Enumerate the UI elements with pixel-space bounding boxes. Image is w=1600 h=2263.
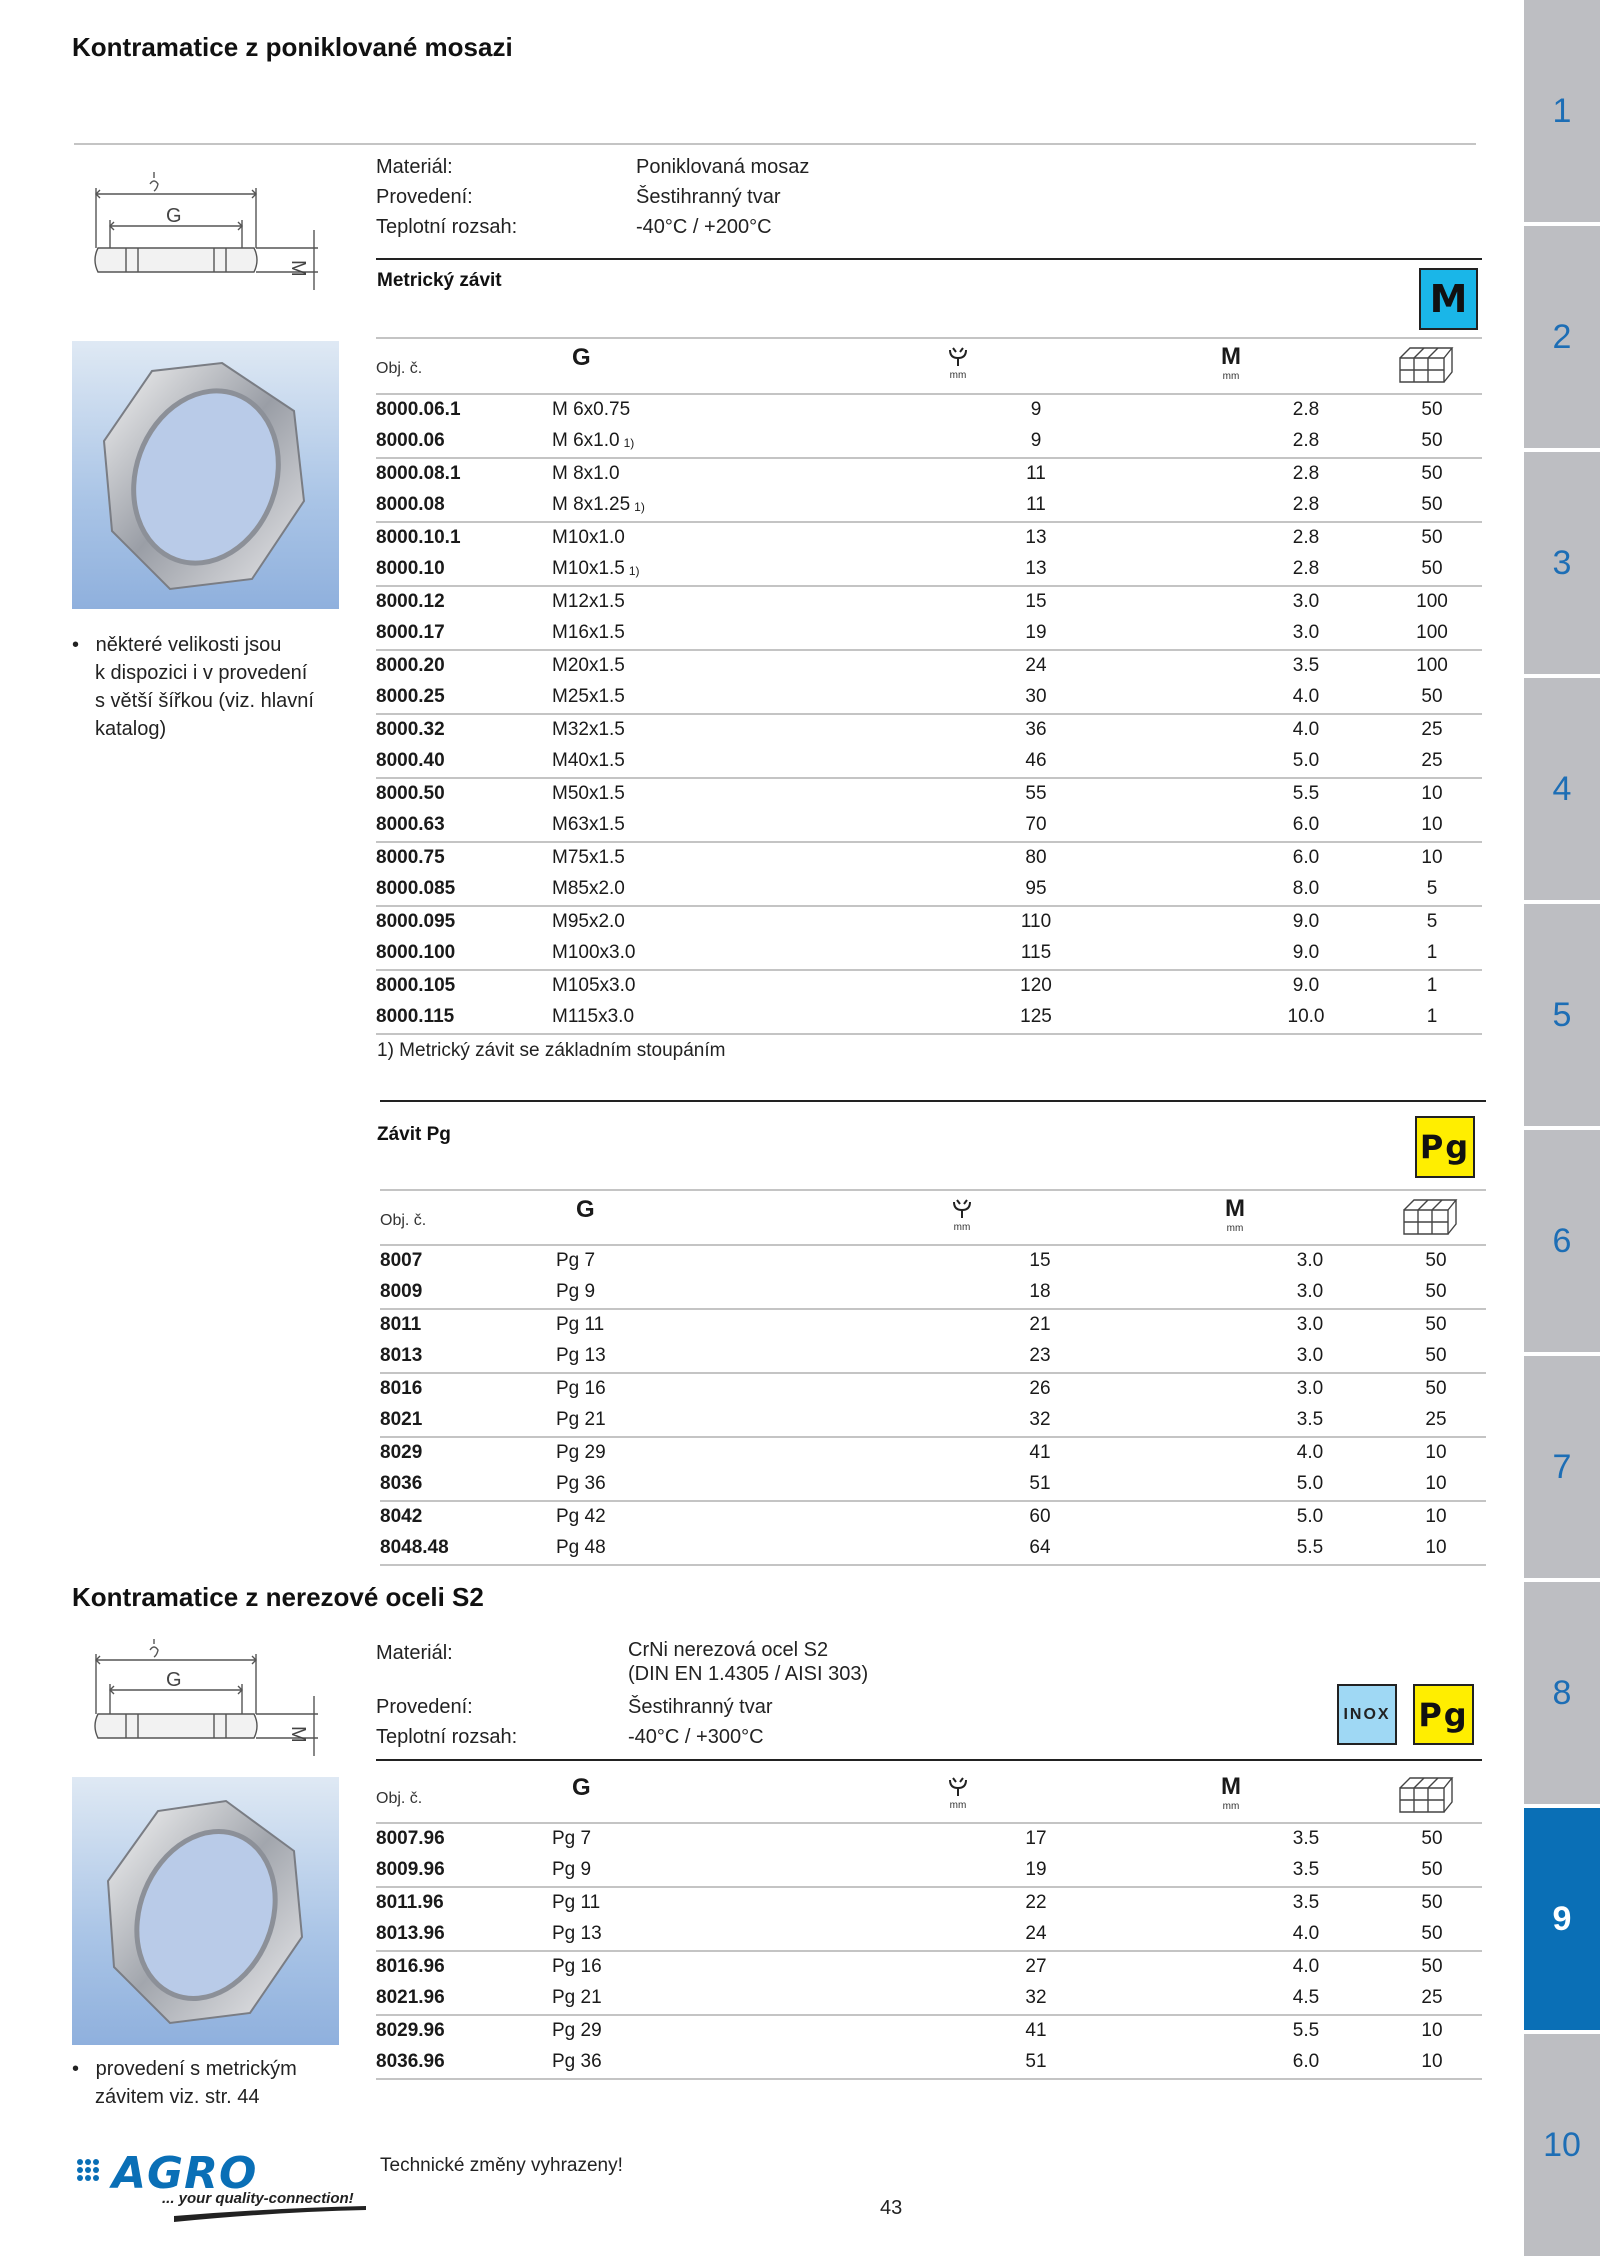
order-number-cell: 8042 [380, 1506, 423, 1527]
chapter-tab-6[interactable]: 6 [1524, 1130, 1600, 1354]
wrench-size-cell: 11 [1026, 494, 1046, 515]
package-qty-cell: 10 [1421, 814, 1443, 835]
badge-pg: Pg [1415, 1116, 1475, 1178]
spec-material-label: Materiál: [376, 156, 453, 178]
height-cell: 4.5 [1292, 1987, 1320, 2008]
package-qty-cell: 50 [1425, 1281, 1447, 1302]
height-cell: 6.0 [1292, 847, 1320, 868]
package-qty-cell: 50 [1421, 686, 1443, 707]
chapter-tab-9[interactable]: 9 [1524, 1808, 1600, 2032]
table-row [376, 842, 1482, 873]
spec-design-value: Šestihranný tvar [636, 186, 781, 208]
table-row [376, 970, 1482, 1001]
order-number-cell: 8000.095 [376, 911, 456, 932]
order-number-cell: 8029 [380, 1442, 423, 1463]
thread-cell: Pg 7 [556, 1250, 596, 1271]
table-row [376, 1918, 1482, 1949]
package-qty-cell: 10 [1425, 1473, 1447, 1494]
order-number-cell: 8000.32 [376, 719, 445, 740]
height-cell: 4.0 [1292, 719, 1320, 740]
wrench-size-cell: 115 [1020, 942, 1052, 963]
order-number-cell: 8048.48 [380, 1537, 449, 1558]
package-qty-cell: 50 [1421, 527, 1443, 548]
nut-drawing-icon-2 [86, 1638, 326, 1768]
table-row [380, 1245, 1486, 1276]
height-cell: 4.0 [1296, 1442, 1324, 1463]
table-row [376, 873, 1482, 904]
spec2-design-value: Šestihranný tvar [628, 1696, 773, 1718]
package-qty-cell: 50 [1421, 1923, 1443, 1944]
order-number-cell: 8009.96 [376, 1859, 445, 1880]
order-number-cell: 8029.96 [376, 2020, 445, 2041]
height-cell: 9.0 [1292, 942, 1320, 963]
height-cell: 9.0 [1292, 975, 1320, 996]
wrench-size-cell: 18 [1029, 1281, 1051, 1302]
height-cell: 5.0 [1296, 1473, 1324, 1494]
thread-cell: M10x1.5 $^{1)}$ [552, 558, 640, 579]
package-qty-cell: 50 [1421, 1892, 1443, 1913]
package-qty-cell: 50 [1421, 494, 1443, 515]
wrench-size-cell: 13 [1025, 558, 1047, 579]
height-cell: 2.8 [1292, 430, 1320, 451]
height-cell: 2.8 [1292, 463, 1320, 484]
thread-cell: M32x1.5 [552, 719, 625, 740]
table-row [380, 1373, 1486, 1404]
order-number-cell: 8000.08 [376, 494, 445, 515]
note-bullet-sizes: • některé velikosti jsou k dispozici i v provedení s větší šířkou (viz. hlavní katalog) [72, 634, 314, 740]
table-row [376, 778, 1482, 809]
order-number-cell: 8000.06 [376, 430, 445, 451]
order-number-cell: 8011.96 [376, 1892, 444, 1913]
note-bullet-metric: • provedení s metrickým závitem viz. str. 44 [72, 2058, 297, 2108]
pg-top-rule [380, 1100, 1486, 1102]
thread-cell: Pg 48 [556, 1537, 606, 1558]
pg-table-header: Obj. č. G mm M mm [380, 1192, 1486, 1252]
package-qty-cell: 10 [1421, 783, 1443, 804]
thread-cell: M105x3.0 [552, 975, 636, 996]
height-cell: 3.0 [1296, 1314, 1324, 1335]
height-cell: 8.0 [1292, 878, 1320, 899]
wrench-size-cell: 110 [1020, 911, 1052, 932]
height-cell: 3.5 [1292, 655, 1320, 676]
height-cell: 2.8 [1292, 494, 1320, 515]
order-number-cell: 8013 [380, 1345, 423, 1366]
table-row [376, 1951, 1482, 1982]
order-number-cell: 8036.96 [376, 2051, 445, 2072]
order-number-cell: 8000.06.1 [376, 399, 461, 420]
wrench-size-cell: 51 [1029, 1473, 1051, 1494]
package-qty-cell: 10 [1421, 2020, 1443, 2041]
metric-footnote: 1) Metrický závit se základním stoupáním [377, 1040, 726, 1061]
row-divider [376, 2078, 1482, 2080]
order-number-cell: 8000.105 [376, 975, 456, 996]
thread-cell: M25x1.5 [552, 686, 625, 707]
wrench-size-cell: 24 [1025, 1923, 1047, 1944]
wrench-size-cell: 15 [1025, 591, 1047, 612]
wrench-size-cell: 30 [1025, 686, 1047, 707]
package-qty-cell: 5 [1426, 911, 1438, 932]
order-number-cell: 8016.96 [376, 1956, 445, 1977]
package-qty-cell: 50 [1421, 399, 1443, 420]
height-cell: 3.5 [1292, 1892, 1320, 1913]
wrench-size-cell: 41 [1029, 1442, 1051, 1463]
table-row [380, 1468, 1486, 1499]
package-qty-cell: 1 [1426, 1006, 1438, 1027]
package-qty-cell: 50 [1425, 1345, 1447, 1366]
wrench-size-cell: 23 [1029, 1345, 1051, 1366]
badge-pg-2: Pg [1413, 1684, 1474, 1745]
order-number-cell: 8013.96 [376, 1923, 445, 1944]
table-row [376, 650, 1482, 681]
thread-cell: Pg 36 [556, 1473, 606, 1494]
order-number-cell: 8000.75 [376, 847, 445, 868]
table-row [376, 458, 1482, 489]
height-cell: 3.0 [1296, 1250, 1324, 1271]
table-row [376, 394, 1482, 425]
thread-cell: Pg 36 [552, 2051, 602, 2072]
wrench-size-cell: 27 [1025, 1956, 1047, 1977]
wrench-size-cell: 120 [1020, 975, 1052, 996]
section-title-brass: Kontramatice z poniklované mosazi [72, 32, 513, 62]
table-row [376, 617, 1482, 648]
package-qty-cell: 50 [1421, 1859, 1443, 1880]
package-qty-cell: 50 [1421, 463, 1443, 484]
height-cell: 4.0 [1292, 1956, 1320, 1977]
agro-logo [74, 2150, 374, 2230]
wrench-size-cell: 32 [1025, 1987, 1047, 2008]
thread-cell: M40x1.5 [552, 750, 625, 771]
height-cell: 3.5 [1296, 1409, 1324, 1430]
package-qty-cell: 50 [1421, 558, 1443, 579]
wrench-size-cell: 21 [1029, 1314, 1051, 1335]
table-row [380, 1532, 1486, 1563]
package-qty-cell: 50 [1421, 430, 1443, 451]
thread-cell: M 8x1.25 $^{1)}$ [552, 494, 645, 515]
height-cell: 4.0 [1292, 686, 1320, 707]
drawing-g-label-2: G [166, 1669, 182, 1691]
order-number-cell: 8000.12 [376, 591, 445, 612]
wrench-size-cell: 19 [1025, 622, 1047, 643]
thread-cell: Pg 21 [556, 1409, 606, 1430]
wrench-icon [946, 1776, 970, 1798]
package-qty-cell: 1 [1426, 975, 1438, 996]
chapter-tab-5[interactable]: 5 [1524, 904, 1600, 1128]
wrench-size-cell: 26 [1029, 1378, 1051, 1399]
package-qty-cell: 50 [1425, 1250, 1447, 1271]
badge-metric: M [1419, 268, 1478, 330]
wrench-size-cell: 95 [1025, 878, 1047, 899]
package-box-icon [1402, 1196, 1458, 1236]
order-number-cell: 8000.25 [376, 686, 445, 707]
drawing-g-label: G [166, 205, 182, 227]
pg-header-rule [380, 1189, 1486, 1191]
spec2-material-standard: (DIN EN 1.4305 / AISI 303) [628, 1663, 869, 1685]
thread-cell: Pg 29 [552, 2020, 602, 2041]
footnote-marker: 1) [628, 564, 640, 578]
wrench-size-cell: 36 [1025, 719, 1047, 740]
wrench-size-cell: 51 [1025, 2051, 1047, 2072]
order-number-cell: 8000.20 [376, 655, 445, 676]
table-row [380, 1501, 1486, 1532]
thread-cell: Pg 9 [552, 1859, 592, 1880]
drawing-m-label-2: M [287, 1726, 309, 1743]
spec2-design-label: Provedení: [376, 1696, 473, 1718]
table-row [376, 745, 1482, 776]
table-row [376, 809, 1482, 840]
agro-logo-tagline: ... your quality-connection! [162, 2190, 354, 2207]
order-number-cell: 8000.100 [376, 942, 456, 963]
height-cell: 6.0 [1292, 814, 1320, 835]
wrench-size-cell: 9 [1030, 430, 1042, 451]
table-row [376, 1854, 1482, 1885]
height-cell: 2.8 [1292, 527, 1320, 548]
package-qty-cell: 25 [1421, 750, 1443, 771]
metric-table-header: Obj. č. G mm M mm [376, 340, 1482, 400]
spec-temp-label: Teplotní rozsah: [376, 216, 518, 238]
thread-cell: Pg 9 [556, 1281, 596, 1302]
row-divider [376, 1033, 1482, 1035]
spec2-material-value: CrNi nerezová ocel S2 [628, 1639, 829, 1661]
package-qty-cell: 25 [1425, 1409, 1447, 1430]
thread-cell: M 6x1.0 $^{1)}$ [552, 430, 635, 451]
height-cell: 9.0 [1292, 911, 1320, 932]
order-number-cell: 8036 [380, 1473, 423, 1494]
package-qty-cell: 50 [1425, 1314, 1447, 1335]
table-row [380, 1437, 1486, 1468]
table-row [376, 681, 1482, 712]
table-row [376, 425, 1482, 456]
badge-inox: INOX [1337, 1684, 1397, 1745]
agro-logo-text: AGRO [112, 2148, 258, 2199]
height-cell: 3.0 [1296, 1345, 1324, 1366]
spec2-temp-label: Teplotní rozsah: [376, 1726, 518, 1748]
table-row [376, 1823, 1482, 1854]
wrench-size-cell: 70 [1025, 814, 1047, 835]
thread-cell: Pg 42 [556, 1506, 606, 1527]
product-photo-stainless-nut [72, 1777, 339, 2045]
chapter-tab-1[interactable]: 1 [1524, 0, 1600, 224]
package-qty-cell: 5 [1426, 878, 1438, 899]
order-number-cell: 8007 [380, 1250, 423, 1271]
product-photo-brass-nut [72, 341, 339, 609]
table-row [376, 1887, 1482, 1918]
thread-cell: M10x1.0 [552, 527, 625, 548]
thread-cell: M50x1.5 [552, 783, 625, 804]
thread-cell: Pg 13 [556, 1345, 606, 1366]
package-qty-cell: 50 [1421, 1828, 1443, 1849]
row-divider [380, 1564, 1486, 1566]
table-row [376, 2015, 1482, 2046]
spec-material-value: Poniklovaná mosaz [636, 156, 810, 178]
page-number: 43 [880, 2197, 903, 2219]
table-row [376, 489, 1482, 520]
order-number-cell: 8009 [380, 1281, 423, 1302]
height-cell: 5.0 [1292, 750, 1320, 771]
table-row [376, 937, 1482, 968]
height-cell: 4.0 [1292, 1923, 1320, 1944]
order-number-cell: 8000.115 [376, 1006, 455, 1027]
wrench-size-cell: 64 [1029, 1537, 1051, 1558]
height-cell: 2.8 [1292, 558, 1320, 579]
section-title-stainless: Kontramatice z nerezové oceli S2 [72, 1582, 484, 1612]
thread-cell: M16x1.5 [552, 622, 625, 643]
chapter-tab-2[interactable]: 2 [1524, 226, 1600, 450]
table-row [380, 1340, 1486, 1371]
package-qty-cell: 1 [1426, 942, 1438, 963]
wrench-size-cell: 32 [1029, 1409, 1051, 1430]
metric-top-rule [376, 258, 1482, 260]
wrench-icon [946, 346, 970, 368]
chapter-tabs [1524, 0, 1600, 2263]
height-cell: 5.0 [1296, 1506, 1324, 1527]
thread-cell: Pg 11 [552, 1892, 601, 1913]
thread-cell: M12x1.5 [552, 591, 625, 612]
chapter-tab-3[interactable]: 3 [1524, 452, 1600, 676]
wrench-size-cell: 13 [1025, 527, 1047, 548]
package-qty-cell: 50 [1421, 1956, 1443, 1977]
pg-section-title: Závit Pg [377, 1124, 451, 1145]
footnote-marker: 1) [634, 500, 645, 514]
order-number-cell: 8011 [380, 1314, 422, 1335]
table-row [376, 1982, 1482, 2013]
thread-cell: M63x1.5 [552, 814, 625, 835]
wrench-size-cell: 11 [1026, 463, 1046, 484]
footer-note: Technické změny vyhrazeny! [380, 2155, 623, 2176]
package-box-icon [1398, 1774, 1454, 1814]
spec2-temp-value: -40°C / +300°C [628, 1726, 764, 1748]
wrench-size-cell: 19 [1025, 1859, 1047, 1880]
table-row [380, 1309, 1486, 1340]
order-number-cell: 8000.63 [376, 814, 445, 835]
package-qty-cell: 10 [1425, 1506, 1447, 1527]
table-row [380, 1276, 1486, 1307]
wrench-icon [950, 1198, 974, 1220]
height-cell: 5.5 [1292, 783, 1320, 804]
height-cell: 3.0 [1296, 1378, 1324, 1399]
metric-section-title: Metrický závit [377, 270, 502, 291]
package-qty-cell: 10 [1425, 1537, 1447, 1558]
wrench-size-cell: 9 [1030, 399, 1042, 420]
thread-cell: Pg 16 [556, 1378, 606, 1399]
s2-table-header: Obj. č. G mm M mm [376, 1770, 1482, 1830]
height-cell: 5.5 [1292, 2020, 1320, 2041]
wrench-size-cell: 17 [1025, 1828, 1047, 1849]
height-cell: 10.0 [1287, 1006, 1325, 1027]
thread-cell: M115x3.0 [552, 1006, 635, 1027]
wrench-size-cell: 41 [1025, 2020, 1047, 2041]
footnote-marker: 1) [623, 436, 635, 450]
table-row [376, 2046, 1482, 2077]
order-number-cell: 8007.96 [376, 1828, 445, 1849]
table-row [380, 1404, 1486, 1435]
chapter-tab-8[interactable]: 8 [1524, 1582, 1600, 1806]
height-cell: 3.0 [1296, 1281, 1324, 1302]
thread-cell: M 6x0.75 [552, 399, 631, 420]
wrench-size-cell: 24 [1025, 655, 1047, 676]
table-row [376, 714, 1482, 745]
package-qty-cell: 10 [1421, 2051, 1443, 2072]
chapter-tab-10[interactable]: 10 [1524, 2034, 1600, 2258]
wrench-size-cell: 60 [1029, 1506, 1051, 1527]
package-qty-cell: 100 [1416, 622, 1448, 643]
package-qty-cell: 25 [1421, 1987, 1443, 2008]
thread-cell: M95x2.0 [552, 911, 625, 932]
order-number-cell: 8021.96 [376, 1987, 445, 2008]
height-cell: 6.0 [1292, 2051, 1320, 2072]
thread-cell: M75x1.5 [552, 847, 625, 868]
nut-drawing-icon [86, 168, 326, 298]
order-number-cell: 8000.50 [376, 783, 445, 804]
drawing-m-label: M [287, 260, 309, 277]
table-row [376, 906, 1482, 937]
wrench-size-cell: 15 [1029, 1250, 1051, 1271]
wrench-size-cell: 125 [1020, 1006, 1052, 1027]
thread-cell: Pg 13 [552, 1923, 602, 1944]
order-number-cell: 8016 [380, 1378, 423, 1399]
order-number-cell: 8000.08.1 [376, 463, 461, 484]
wrench-size-cell: 80 [1025, 847, 1047, 868]
thread-cell: Pg 16 [552, 1956, 602, 1977]
order-number-cell: 8000.17 [376, 622, 445, 643]
spec-temp-value: -40°C / +200°C [636, 216, 772, 238]
thread-cell: M 8x1.0 [552, 463, 620, 484]
table-row [376, 522, 1482, 553]
height-cell: 2.8 [1292, 399, 1320, 420]
chapter-tab-4[interactable]: 4 [1524, 678, 1600, 902]
order-number-cell: 8021 [380, 1409, 423, 1430]
order-number-cell: 8000.10.1 [376, 527, 461, 548]
chapter-tab-7[interactable]: 7 [1524, 1356, 1600, 1580]
spec-design-label: Provedení: [376, 186, 473, 208]
metric-header-rule [376, 337, 1482, 339]
thread-cell: M100x3.0 [552, 942, 636, 963]
height-cell: 3.5 [1292, 1828, 1320, 1849]
package-qty-cell: 100 [1416, 655, 1448, 676]
spec2-material-label: Materiál: [376, 1642, 453, 1664]
wrench-size-cell: 22 [1025, 1892, 1047, 1913]
height-cell: 3.5 [1292, 1859, 1320, 1880]
package-qty-cell: 25 [1421, 719, 1443, 740]
thread-cell: M85x2.0 [552, 878, 625, 899]
table-row [376, 586, 1482, 617]
top-divider [74, 143, 1476, 145]
order-number-cell: 8000.40 [376, 750, 445, 771]
package-qty-cell: 100 [1416, 591, 1448, 612]
height-cell: 3.0 [1292, 622, 1320, 643]
thread-cell: Pg 29 [556, 1442, 606, 1463]
table-row [376, 553, 1482, 584]
wrench-size-cell: 55 [1025, 783, 1047, 804]
table-row [376, 1001, 1482, 1032]
package-box-icon [1398, 344, 1454, 384]
order-number-cell: 8000.085 [376, 878, 456, 899]
thread-cell: M20x1.5 [552, 655, 625, 676]
s2-top-rule [376, 1759, 1482, 1761]
thread-cell: Pg 11 [556, 1314, 605, 1335]
package-qty-cell: 10 [1425, 1442, 1447, 1463]
wrench-size-cell: 46 [1025, 750, 1047, 771]
height-cell: 5.5 [1296, 1537, 1324, 1558]
thread-cell: Pg 7 [552, 1828, 592, 1849]
package-qty-cell: 50 [1425, 1378, 1447, 1399]
package-qty-cell: 10 [1421, 847, 1443, 868]
order-number-cell: 8000.10 [376, 558, 445, 579]
height-cell: 3.0 [1292, 591, 1320, 612]
thread-cell: Pg 21 [552, 1987, 602, 2008]
